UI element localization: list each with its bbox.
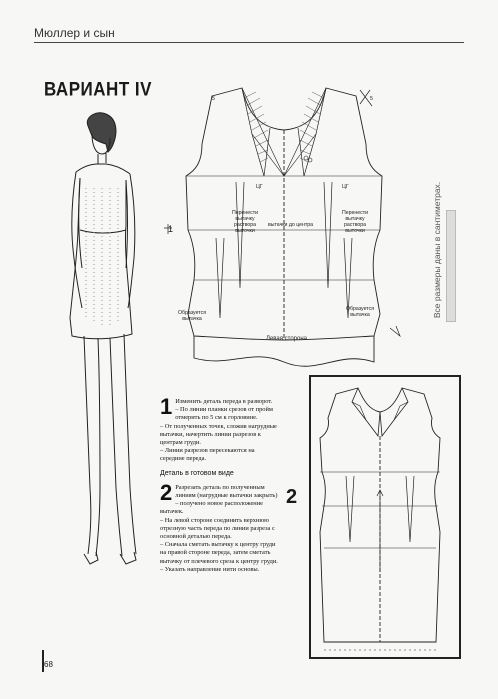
transfer-right-line: вытачку	[345, 216, 365, 222]
form-left-line: вытачка	[182, 316, 202, 322]
instructions-column	[160, 394, 278, 574]
sidebar-bar	[446, 210, 456, 322]
left-side-label: Левая сторона	[266, 336, 307, 342]
figure-1-label: 1	[168, 224, 174, 234]
step-1-item: – По линии планки срезов от пройм отмерить по 5 см к горловине.	[175, 406, 273, 422]
step-2	[160, 479, 278, 517]
transfer-left-line: выточки	[235, 228, 255, 234]
form-right-line: Образуется	[346, 306, 375, 312]
instructions-subhead: Деталь в готовом виде	[160, 469, 234, 477]
transfer-left-line: Перенести	[232, 210, 259, 216]
center-line-label: вытачки до центра	[268, 222, 314, 228]
header-rule	[34, 42, 464, 43]
step-2-item: – Сначала сметать вытачку к центру груди на правой стороне переда, затем сметать вытачку от плечевого среза к центру груди.	[160, 541, 278, 565]
step-2-lead: Разрезать деталь по полученным линиям (нагрудные вытачки закрыть) – получено новое расположение вытачек.	[160, 483, 278, 516]
form-label-right	[346, 306, 374, 318]
step-1-item: – Линии разрезов пересекаются на середине переда.	[160, 447, 255, 463]
fashion-illustration	[40, 108, 160, 668]
step-1-item: – От полученных точек, сложив нагрудные вытачки, начертить линии разрезов к центрам груди.	[160, 422, 277, 447]
form-right-line: вытачка	[350, 312, 370, 318]
transfer-left-line: раствора	[233, 222, 257, 228]
form-label-left	[178, 310, 206, 322]
cg-label-right: ЦГ	[342, 184, 349, 190]
mark-5-right: 5	[370, 96, 373, 102]
transfer-left-line: вытачку	[235, 216, 255, 222]
step-2-number: 2	[160, 479, 173, 505]
mark-5-left: 5	[212, 96, 215, 102]
running-header: Мюллер и сын	[34, 26, 115, 40]
measurement-note	[425, 181, 445, 320]
transfer-right-line: выточки	[345, 228, 365, 234]
step-2-item: – На левой стороне соединить верхнюю отрезную часть переда по линии разреза с основной деталью переда.	[160, 516, 275, 541]
pattern-diagram-2	[300, 372, 466, 668]
page-title: ВАРИАНТ IV	[44, 78, 152, 100]
transfer-right-line: раствора	[343, 222, 367, 228]
cg-label-left: ЦГ	[256, 184, 263, 190]
transfer-label-left	[232, 210, 258, 234]
form-left-line: Образуется	[178, 310, 207, 316]
transfer-right-line: Перенести	[342, 210, 369, 216]
pattern-diagram-1	[160, 78, 410, 390]
step-2-item: – Указать направление нити основы.	[160, 565, 260, 573]
figure-2-label: 2	[286, 486, 298, 508]
step-1-lead: Изменить деталь переда в разворот.	[175, 398, 273, 405]
measurement-note-text: Все размеры даны в сантиметрах.	[432, 181, 442, 319]
transfer-label-right	[342, 210, 368, 234]
step-1-number: 1	[160, 394, 173, 419]
page-number: 68	[44, 660, 53, 669]
